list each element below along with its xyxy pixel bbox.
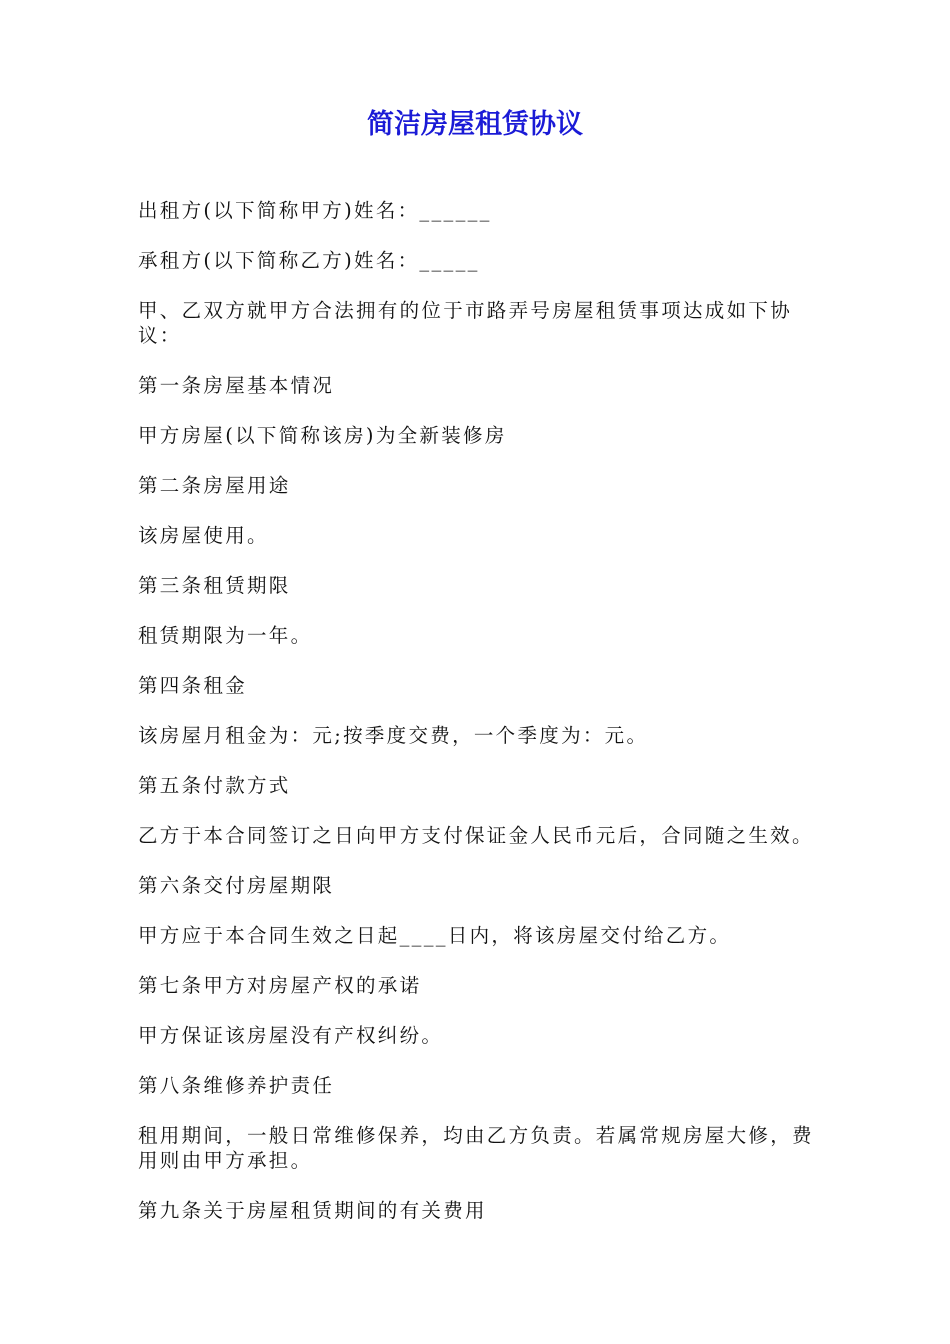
article-5-body: 乙方于本合同签订之日向甲方支付保证金人民币元后，合同随之生效。 [138, 824, 814, 847]
article-1-heading: 第一条房屋基本情况 [138, 374, 335, 397]
article-9-heading: 第九条关于房屋租赁期间的有关费用 [138, 1199, 487, 1222]
document-body [138, 198, 828, 1248]
agreement-preamble: 甲、乙双方就甲方合法拥有的位于市路弄号房屋租赁事项达成如下协议： [138, 299, 793, 347]
document-title: 简洁房屋租赁协议 [367, 109, 583, 140]
article-4-body: 该房屋月租金为：元;按季度交费，一个季度为：元。 [138, 724, 649, 747]
article-3-heading: 第三条租赁期限 [138, 574, 291, 597]
article-2-body: 该房屋使用。 [138, 524, 269, 547]
article-4-heading: 第四条租金 [138, 674, 248, 697]
article-6-heading: 第六条交付房屋期限 [138, 874, 335, 897]
party-a-name-line: 出租方(以下简称甲方)姓名：______ [138, 199, 492, 222]
article-7-heading: 第七条甲方对房屋产权的承诺 [138, 974, 422, 997]
article-1-body: 甲方房屋(以下简称该房)为全新装修房 [138, 424, 507, 447]
article-5-heading: 第五条付款方式 [138, 774, 291, 797]
article-7-body: 甲方保证该房屋没有产权纠纷。 [138, 1024, 444, 1047]
party-b-name-line: 承租方(以下简称乙方)姓名：_____ [138, 249, 480, 272]
article-6-body: 甲方应于本合同生效之日起____日内，将该房屋交付给乙方。 [138, 924, 732, 947]
article-8-body: 租用期间，一般日常维修保养，均由乙方负责。若属常规房屋大修，费用则由甲方承担。 [138, 1124, 814, 1172]
article-3-body: 租赁期限为一年。 [138, 624, 313, 647]
article-8-heading: 第八条维修养护责任 [138, 1074, 335, 1097]
article-2-heading: 第二条房屋用途 [138, 474, 291, 497]
